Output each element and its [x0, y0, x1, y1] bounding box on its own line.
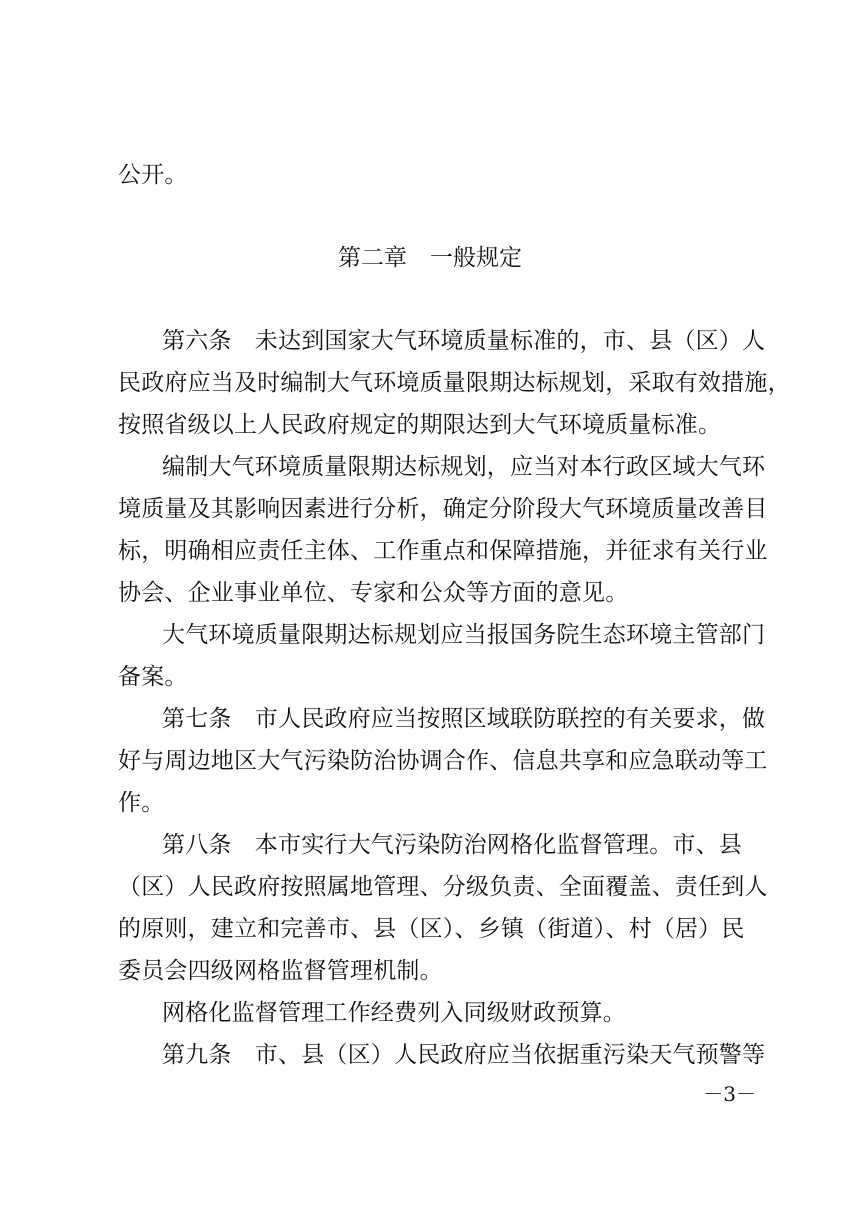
- article-7-line: 作。: [118, 790, 165, 816]
- article-9-line: 第九条 市、县（区）人民政府应当依据重污染天气预警等: [162, 1042, 766, 1068]
- paragraph-line: 标，明确相应责任主体、工作重点和保障措施，并征求有关行业: [118, 538, 768, 564]
- paragraph-line: 编制大气环境质量限期达标规划，应当对本行政区域大气环: [162, 454, 766, 480]
- page-number: －3－: [703, 1082, 756, 1106]
- paragraph-line: 大气环境质量限期达标规划应当报国务院生态环境主管部门: [162, 622, 766, 648]
- article-7-line: 好与周边地区大气污染防治协调合作、信息共享和应急联动等工: [118, 748, 768, 774]
- article-8-line: （区）人民政府按照属地管理、分级负责、全面覆盖、责任到人: [118, 874, 768, 900]
- article-7-line: 第七条 市人民政府应当按照区域联防联控的有关要求，做: [162, 706, 766, 732]
- article-6-line: 民政府应当及时编制大气环境质量限期达标规划，采取有效措施，: [118, 370, 791, 396]
- paragraph-line: 境质量及其影响因素进行分析，确定分阶段大气环境质量改善目: [118, 496, 768, 522]
- paragraph-line: 备案。: [118, 664, 188, 690]
- paragraph-line: 网格化监督管理工作经费列入同级财政预算。: [162, 1000, 626, 1026]
- article-8-line: 第八条 本市实行大气污染防治网格化监督管理。市、县: [162, 832, 742, 858]
- paragraph-line: 协会、企业事业单位、专家和公众等方面的意见。: [118, 580, 629, 606]
- article-6-line: 第六条 未达到国家大气环境质量标准的，市、县（区）人: [162, 328, 766, 354]
- continuation-text: 公开。: [118, 162, 188, 188]
- article-8-line: 委员会四级网格监督管理机制。: [118, 958, 443, 984]
- article-6-line: 按照省级以上人民政府规定的期限达到大气环境质量标准。: [118, 412, 722, 438]
- chapter-heading: 第二章 一般规定: [338, 245, 522, 271]
- article-8-line: 的原则，建立和完善市、县（区）、乡镇（街道）、村（居）民: [118, 916, 745, 942]
